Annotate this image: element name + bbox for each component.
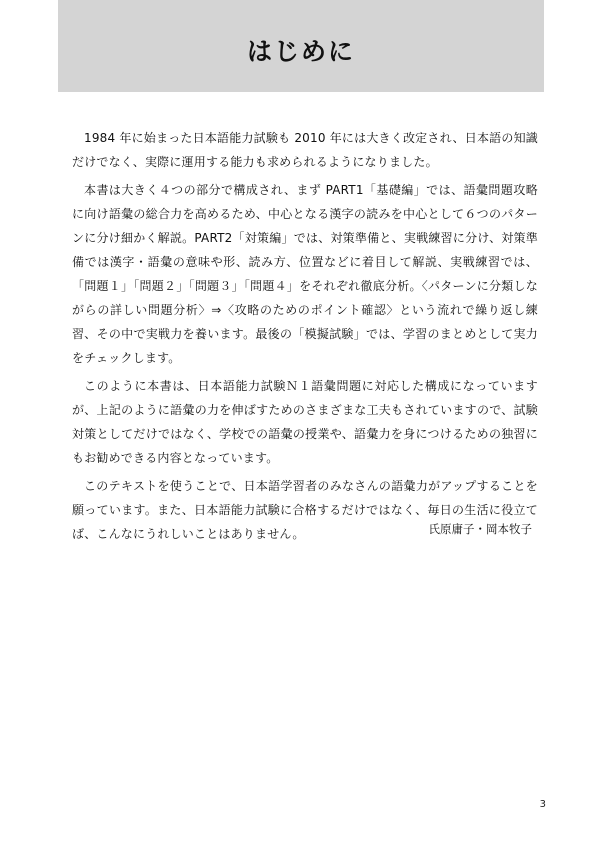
page-title: はじめに bbox=[246, 37, 355, 66]
page-number: 3 bbox=[539, 799, 546, 810]
paragraph-3: このように本書は、日本語能力試験Ｎ１語彙問題に対応した構成になっていますが、上記のように語彙の力を伸ばすためのさまざまな工夫もされていますので、試験対策としてだけではなく、学校での語彙の授業や、語彙力を身につけるための独習にもお勧めできる内容となっています。 bbox=[72, 379, 538, 465]
author-signature: 氏原庸子・岡本牧子 bbox=[428, 522, 532, 536]
introduction-body bbox=[72, 122, 538, 546]
paragraph-4: このテキストを使うことで、日本語学習者のみなさんの語彙力がアップすることを願っています。また、日本語能力試験に合格するだけではなく、毎日の生活に役立てば、こんなにうれしいことはありません。 bbox=[72, 479, 538, 541]
title-banner bbox=[58, 0, 544, 92]
paragraph-1: 1984 年に始まった日本語能力試験も 2010 年には大きく改定され、日本語の知識だけでなく、実際に運用する能力も求められるようになりました。 bbox=[72, 131, 538, 169]
paragraph-2: 本書は大きく４つの部分で構成され、まず PART1「基礎編」では、語彙問題攻略に向け語彙の総合力を高めるため、中心となる漢字の読みを中心として６つのパターンに分け細かく解説。PART2「対策編」では、対策準備と、実戦練習に分け、対策準備では漢字・語彙の意味や形、読み方、位置などに着目して解説、実戦練習では、「問題１」「問題２」「問題３」「問題４」をそれぞれ徹底分析。〈パターンに分類しながらの詳しい問題分析〉⇒〈攻略のためのポイント確認〉という流れで繰り返し練習、その中で実戦力を養います。最後の「模擬試験」では、学習のまとめとして実力をチェックします。 bbox=[72, 183, 538, 365]
